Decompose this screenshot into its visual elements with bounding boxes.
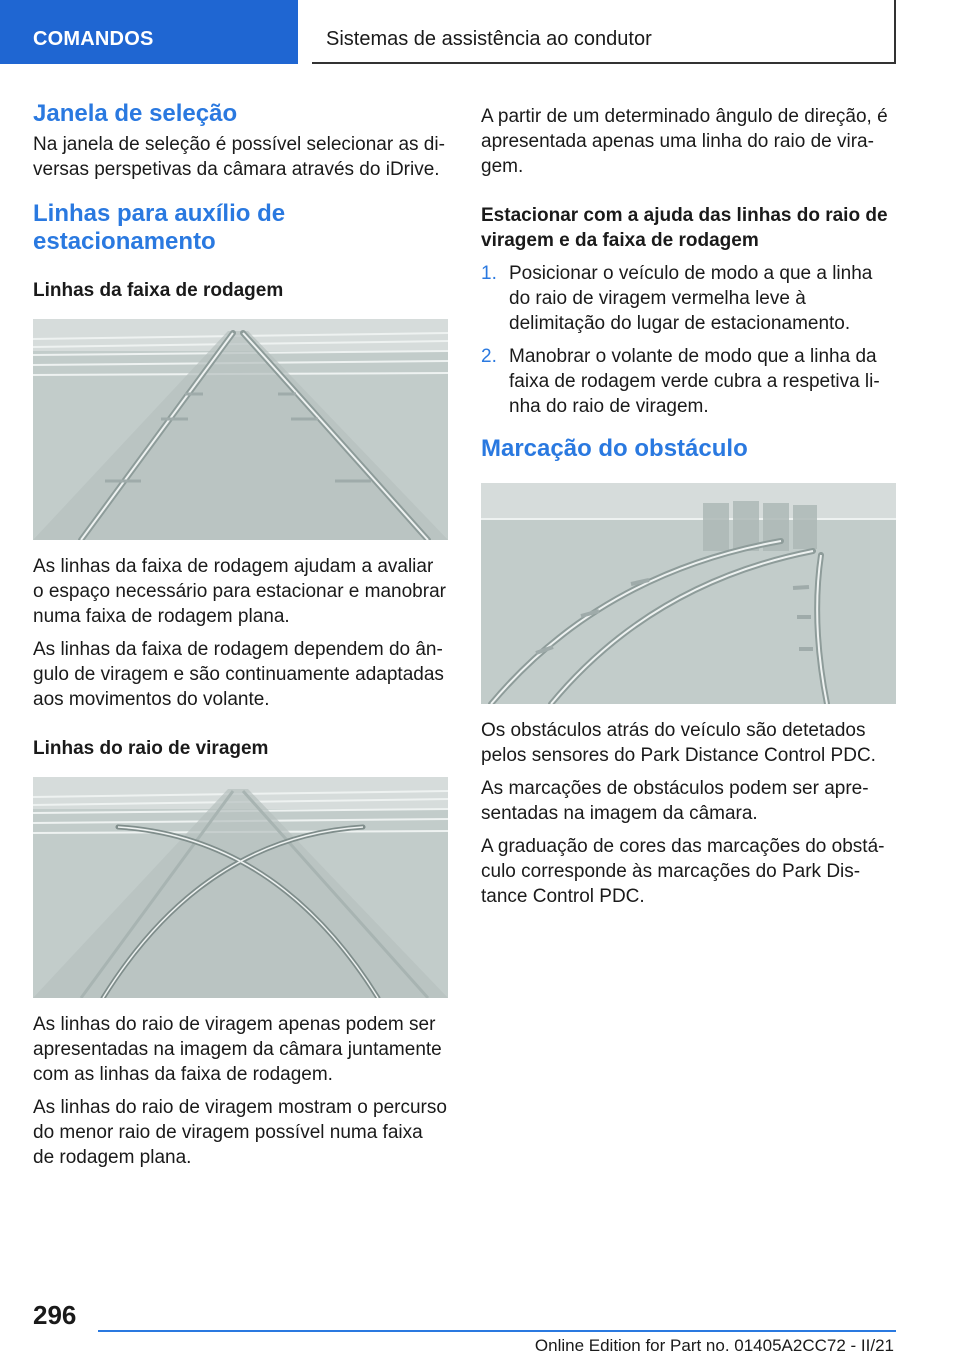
paragraph-lane-lines-1: As linhas da faixa de rodagem ajudam a avaliar o espaço necessário para estacionar e manobrar numa faixa de rodagem plana.: [33, 556, 446, 627]
heading-obstacle-marking: Marcação do obstáculo: [481, 435, 748, 462]
paragraph-turning-lines-1: As linhas do raio de viragem apenas podem ser apresentadas na imagem da câmara juntamente com as linhas da faixa de rodagem.: [33, 1014, 442, 1085]
list-item: [481, 261, 896, 336]
left-column: [33, 100, 448, 1178]
step-text: Manobrar o volante de modo que a linha da faixa de rodagem verde cubra a respetiva li-nha do raio de viragem.: [509, 346, 880, 417]
paragraph-selection-window: Na janela de seleção é possível selecionar as di-versas perspetivas da câmara através do iDrive.: [33, 134, 445, 180]
paragraph-obstacle-2: As marcações de obstáculos podem ser apre-sentadas na imagem da câmara.: [481, 778, 869, 824]
heading-selection-window: Janela de seleção: [33, 100, 238, 127]
header-section-tab: COMANDOS: [0, 0, 298, 64]
right-column: [481, 104, 896, 917]
subheading-parking-with-lines: Estacionar com a ajuda das linhas do raio de viragem e da faixa de rodagem: [481, 205, 888, 251]
turning-radius-lines-illustration: [33, 777, 448, 998]
subheading-lane-lines: Linhas da faixa de rodagem: [33, 280, 284, 301]
heading-parking-lines: Linhas para auxílio de estacionamento: [33, 200, 286, 255]
list-item: [481, 344, 896, 419]
header-chapter-title: Sistemas de assistência ao condutor: [312, 0, 896, 64]
paragraph-obstacle-3: A graduação de cores das marcações do obstá-culo corresponde às marcações do Park Dis-tance Control PDC.: [481, 836, 885, 907]
paragraph-steering-angle: A partir de um determinado ângulo de direção, é apresentada apenas uma linha do raio de vira-gem.: [481, 106, 888, 177]
lane-lines-illustration: [33, 319, 448, 540]
paragraph-turning-lines-2: As linhas do raio de viragem mostram o percurso do menor raio de viragem possível numa faixa de rodagem plana.: [33, 1097, 447, 1168]
subheading-turning-lines: Linhas do raio de viragem: [33, 738, 269, 759]
parking-steps-list: [481, 261, 896, 419]
step-number: 1.: [481, 263, 497, 284]
step-number: 2.: [481, 346, 497, 367]
paragraph-obstacle-1: Os obstáculos atrás do veículo são detetados pelos sensores do Park Distance Control PDC.: [481, 720, 876, 766]
footer-divider: [98, 1330, 896, 1332]
obstacle-marking-illustration: [481, 483, 896, 704]
step-text: Posicionar o veículo de modo a que a linha do raio de viragem vermelha leve à delimitação do lugar de estacionamento.: [509, 263, 873, 334]
footer-edition-text: Online Edition for Part no. 01405A2CC72 - II/21: [534, 1336, 894, 1355]
page-number: 296: [33, 1300, 77, 1330]
paragraph-lane-lines-2: As linhas da faixa de rodagem dependem do ân-gulo de viragem e são continuamente adaptadas aos movimentos do volante.: [33, 639, 444, 710]
